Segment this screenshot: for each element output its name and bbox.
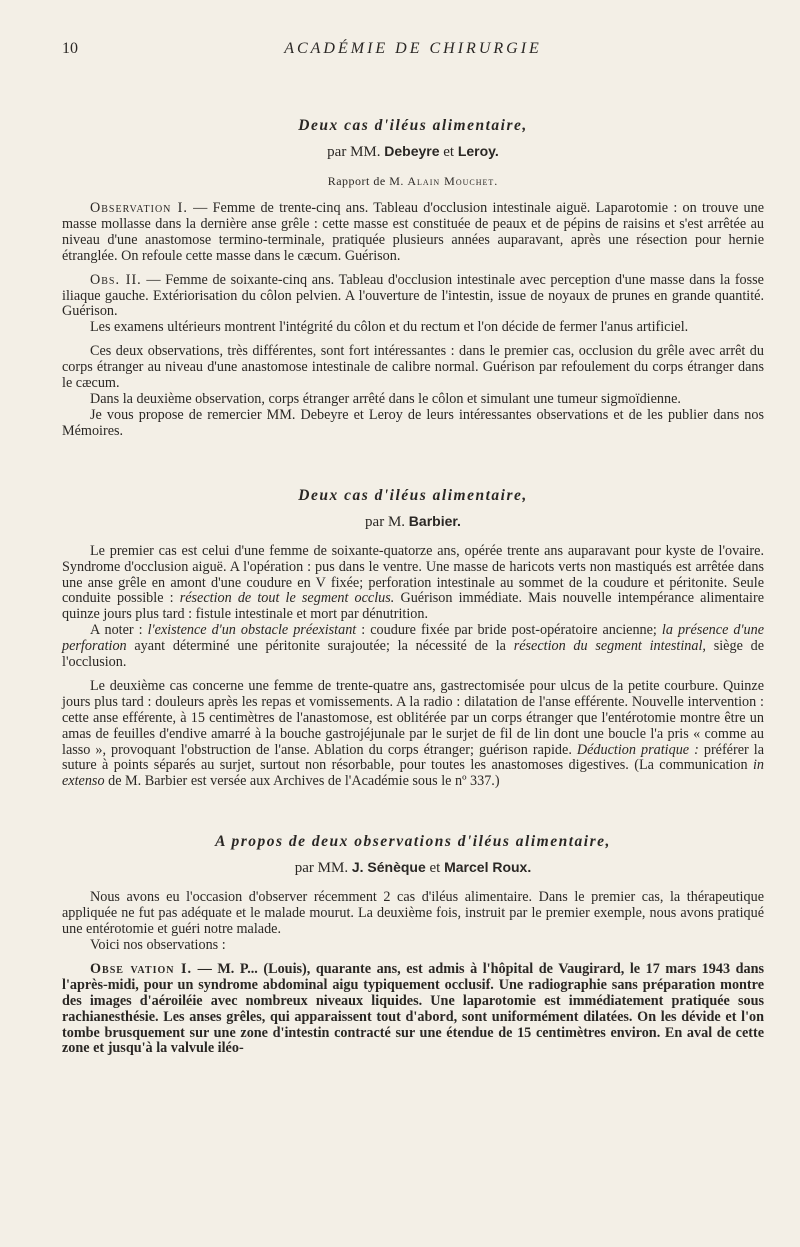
body-paragraph: Ces deux observations, très différentes, sont fort intéressantes : dans le premier cas, occlusion du grêle avec arrêt du corps étranger au niveau d'une anastomose intestinale de calibre normal. Guérison par refoulement du corps étranger dans le cæcum. [62,343,764,392]
observation-paragraph [62,201,764,265]
article-byline [62,857,764,878]
observation-paragraph [62,273,764,321]
byline-conjunction: et [429,860,441,877]
observation-label: Obse vation I. [90,960,193,977]
report-line [62,174,764,189]
author-name: Leroy. [457,143,499,159]
page-number: 10 [62,40,78,57]
observation-paragraph [62,962,764,1057]
article-seneque-roux [62,832,764,1057]
article-debeyre-leroy [62,116,764,440]
author-name: Debeyre [384,143,440,159]
article-title: A propos de deux observations d'iléus alimentaire, [215,833,611,851]
report-author: Alain Mouchet. [407,174,499,188]
text-run: Guérison immédiate. Mais nouvelle intempérance alimentaire quinze jours plus tard : fistule intestinale et mort par dénutrition. [62,590,764,623]
text-run: ayant déterminé une péritonite surajoutée; la nécessité de la [126,638,514,655]
byline-prefix: par MM. [327,144,381,160]
body-paragraph [62,623,764,671]
author-name: Barbier. [408,512,461,529]
byline-conjunction: et [443,144,455,160]
article-byline [62,511,764,532]
byline-prefix: par M. [365,513,406,530]
observation-label: Observation I. [90,200,188,216]
italic-run: l'existence d'un obstacle préexistant [147,622,357,639]
article-byline [62,141,764,162]
italic-run: résection du segment intestinal, [513,638,706,655]
italic-run: résection de tout le segment occlus. [179,590,395,607]
observation-text: — Femme de soixante-cinq ans. Tableau d'occlusion intestinale avec perception d'une masse dans la fosse iliaque gauche. Extériorisation du côlon pelvien. A l'ouverture de l'intestin, issue de noyaux de prunes en grande quantité. Guérison. [62,271,764,320]
body-paragraph: Dans la deuxième observation, corps étranger arrêté dans le côlon et simulant une tumeur sigmoïdienne. [90,390,681,407]
observation-text: — M. P... (Louis), quarante ans, est admis à l'hôpital de Vaugirard, le 17 mars 1943 dans l'après-midi, pour un syndrome abdominal aigu typiquement occlusif. Une radiographie sans préparation montre des images d'aéroiléie avec nombreux niveaux liquides. Une laparotomie est immédiatement pratiquée sous rachianesthésie. Les anses grêles, qui apparaissent tout d'abord, sont uniformément dilatées. On les dévide et l'on tombe brusquement sur une zone d'intestin contracté sur une étendue de 15 centimètres environ. En aval de cette zone et jusqu'à la valvule iléo- [62,960,764,1057]
text-run: A noter : [90,622,148,639]
body-paragraph: Nous avons eu l'occasion d'observer récemment 2 cas d'iléus alimentaire. Dans le premier cas, la thérapeutique appliquée ne fut pas adéquate et le malade mourut. La deuxième fois, instruit par le premier exemple, nous avons pratiqué une entérotomie et guéri notre malade. [62,889,764,938]
article-barbier [62,486,764,791]
text-run: Le premier cas est celui d'une femme de soixante-quatorze ans, opérée trente ans auparavant pour kyste de l'ovaire. Syndrome d'occlusion aiguë. A l'opération : pus dans le ventre. Une masse de haricots verts non mastiqués est arrêtée dans une anse grêle en amont d'une coudure en V fixée; perforation intestinale au sommet de la coudure et péritonite. Seule conduite possible : [62,542,764,607]
body-paragraph: Les examens ultérieurs montrent l'intégrité du côlon et du rectum et l'on décide de fermer l'anus artificiel. [90,319,689,336]
text-run: préférer la suture à points séparés au surjet, surtout non résorbable, pour toutes les anastomoses digestives. (La communication [62,741,764,774]
article-title: Deux cas d'iléus alimentaire, [298,117,528,134]
body-paragraph [62,679,764,790]
byline-prefix: par MM. [294,860,349,877]
author-name: J. Sénèque [351,859,426,876]
text-run: Le deuxième cas concerne une femme de trente-quatre ans, gastrectomisée pour ulcus de la petite courbure. Quinze jours plus tard : douleurs après les repas et vomissements. A la radio : dilatation de l'anse efférente. Nouvelle intervention : cette anse efférente, à 15 centimètres de l'anastomose, est oblitérée par un corps étranger que l'entérotomie montre être un amas de feuilles d'endive amarré à la bouche gastrojéjunale par le surjet de fil de lin dont une boucle l'a pris « comme au lasso », provoquant l'obstruction de l'anse. Ablation du corps étranger; guérison rapide. [62,677,764,758]
observation-text: — Femme de trente-cinq ans. Tableau d'occlusion intestinale aiguë. Laparotomie : on trouve une masse mollasse dans la dernière anse grêle : cette masse est constituée de peaux et de pépins de raisins et s'est arrêtée au niveau d'une anastomose termino-terminale, pratiquée plusieurs années auparavant, après une résection pour hernie étranglée. On refoule cette masse dans le cæcum. Guérison. [62,200,764,264]
text-run: : coudure fixée par bride post-opératoire ancienne; [356,622,662,639]
observation-label: Obs. II. [90,271,142,288]
body-paragraph: Je vous propose de remercier MM. Debeyre et Leroy de leurs intéressantes observations et de les publier dans nos Mémoires. [62,406,764,439]
body-paragraph [62,544,764,624]
journal-title: ACADÉMIE DE CHIRURGIE [284,40,542,57]
report-prefix: Rapport de M. [327,174,404,188]
author-name: Marcel Roux. [444,859,532,876]
body-paragraph: Voici nos observations : [90,937,226,953]
italic-run: la présence d'une perforation [62,622,764,655]
text-run: siège de l'occlusion. [62,638,764,671]
article-title: Deux cas d'iléus alimentaire, [298,486,528,504]
running-header [62,40,764,64]
text-run: de M. Barbier est versée aux Archives de l'Académie sous le nº 337.) [104,773,500,790]
italic-run: in extenso [62,757,764,790]
italic-run: Déduction pratique : [576,741,699,758]
